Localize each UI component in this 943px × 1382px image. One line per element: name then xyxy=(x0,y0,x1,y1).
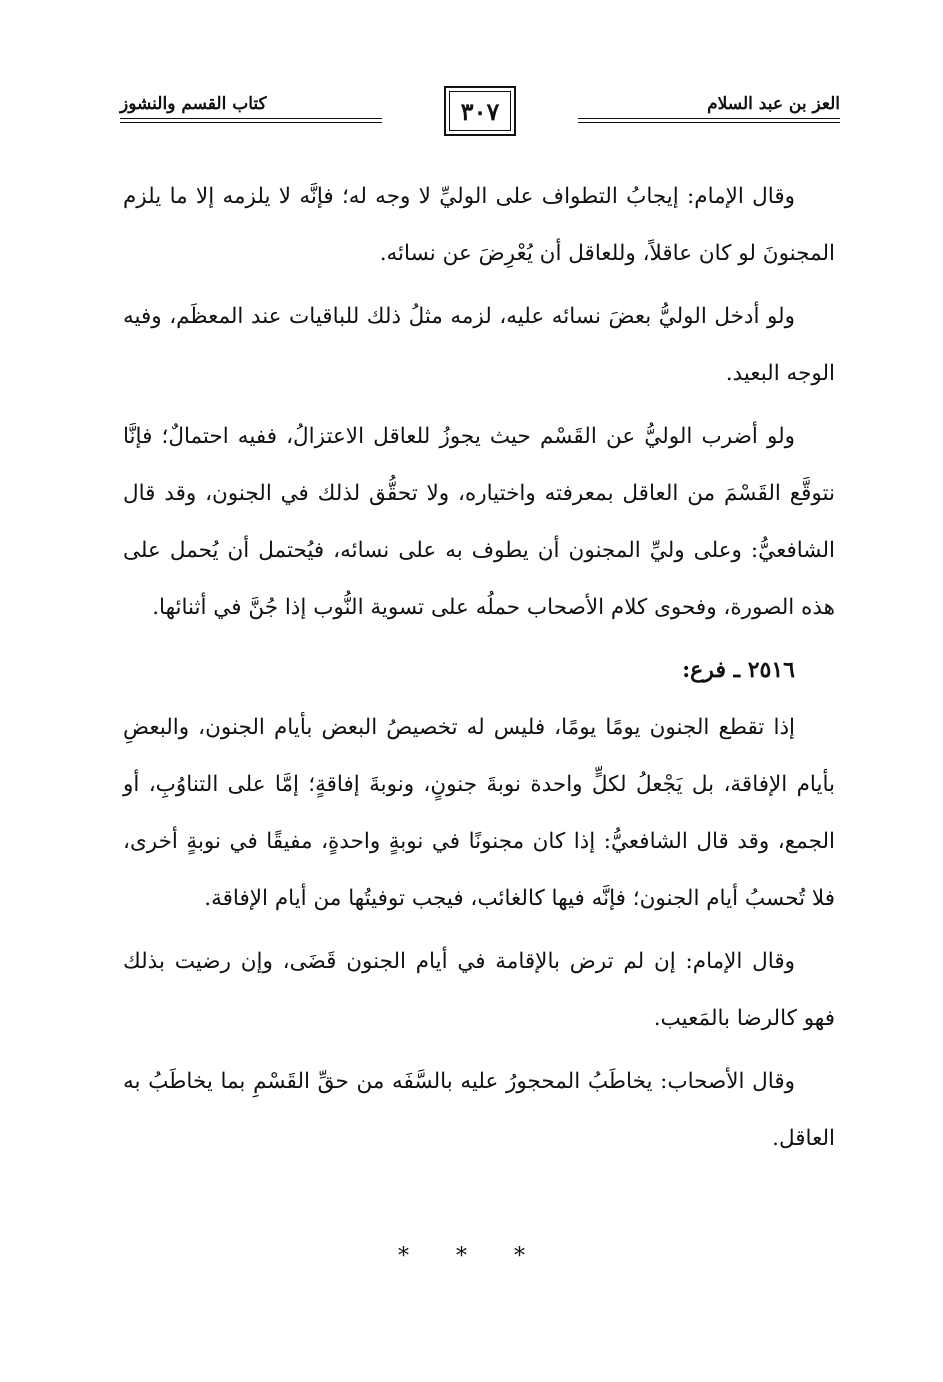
page-number-box xyxy=(444,86,516,136)
section-end-stars: * * * xyxy=(398,1244,545,1269)
header-author: العز بن عبد السلام xyxy=(707,94,840,114)
page-header xyxy=(120,92,840,136)
paragraph-6: وقال الأصحاب: يخاطَبُ المحجورُ عليه بالسَّفَه من حقِّ القَسْمِ بما يخاطَبُ به العاقل. xyxy=(123,1069,835,1151)
paragraph-4: إذا تقطع الجنون يومًا يومًا، فليس له تخصيصُ البعض بأيام الجنون، والبعضِ بأيام الإفاقة، بل يَجْعلُ لكلٍّ واحدة نوبةَ جنونٍ، ونوبةَ إفاقةٍ؛ إمَّا على التناوُبِ، أو الجمع، وقد قال الشافعيُّ: إذا كان مجنونًا في نوبةٍ واحدةٍ، مفيقًا في نوبةٍ أخرى، فلا تُحسبُ أيام الجنون؛ فإنَّه فيها كالغائب، فيجب توفيتُها من أيام الإفاقة. xyxy=(123,715,835,911)
paragraph-2: ولو أدخل الوليُّ بعضَ نسائه عليه، لزمه مثلُ ذلك للباقيات عند المعظَم، وفيه الوجه البعيد. xyxy=(123,304,835,386)
page-number: ٣٠٧ xyxy=(460,96,500,126)
header-rule-right-top xyxy=(578,118,840,119)
paragraph-5: وقال الإمام: إن لم ترض بالإقامة في أيام الجنون قَضَى، وإن رضيت بذلك فهو كالرضا بالمَعيب. xyxy=(123,949,835,1031)
header-book-title: كتاب القسم والنشوز xyxy=(120,94,267,114)
section-heading: ٢٥١٦ ـ فرع: xyxy=(682,657,795,683)
header-rule-left-bottom xyxy=(120,122,382,123)
header-rule-left-top xyxy=(120,118,382,119)
header-rule-right-bottom xyxy=(578,122,840,123)
paragraph-1: وقال الإمام: إيجابُ التطواف على الوليِّ لا وجه له؛ فإنَّه لا يلزمه إلا ما يلزم المجنونَ لو كان عاقلاً، وللعاقل أن يُعْرِضَ عن نسائه. xyxy=(123,184,835,266)
paragraph-3: ولو أضرب الوليُّ عن القَسْم حيث يجوزُ للعاقل الاعتزالُ، ففيه احتمالٌ؛ فإنَّا نتوقَّع القَسْمَ من العاقل بمعرفته واختياره، ولا تحقُّق لذلك في الجنون، وقد قال الشافعيُّ: وعلى وليِّ المجنون أن يطوف به على نسائه، فيُحتمل أن يُحمل على هذه الصورة، وفحوى كلام الأصحاب حملُه على تسوية النُّوب إذا جُنَّ في أثنائها. xyxy=(123,424,835,620)
page-body xyxy=(123,168,835,1173)
